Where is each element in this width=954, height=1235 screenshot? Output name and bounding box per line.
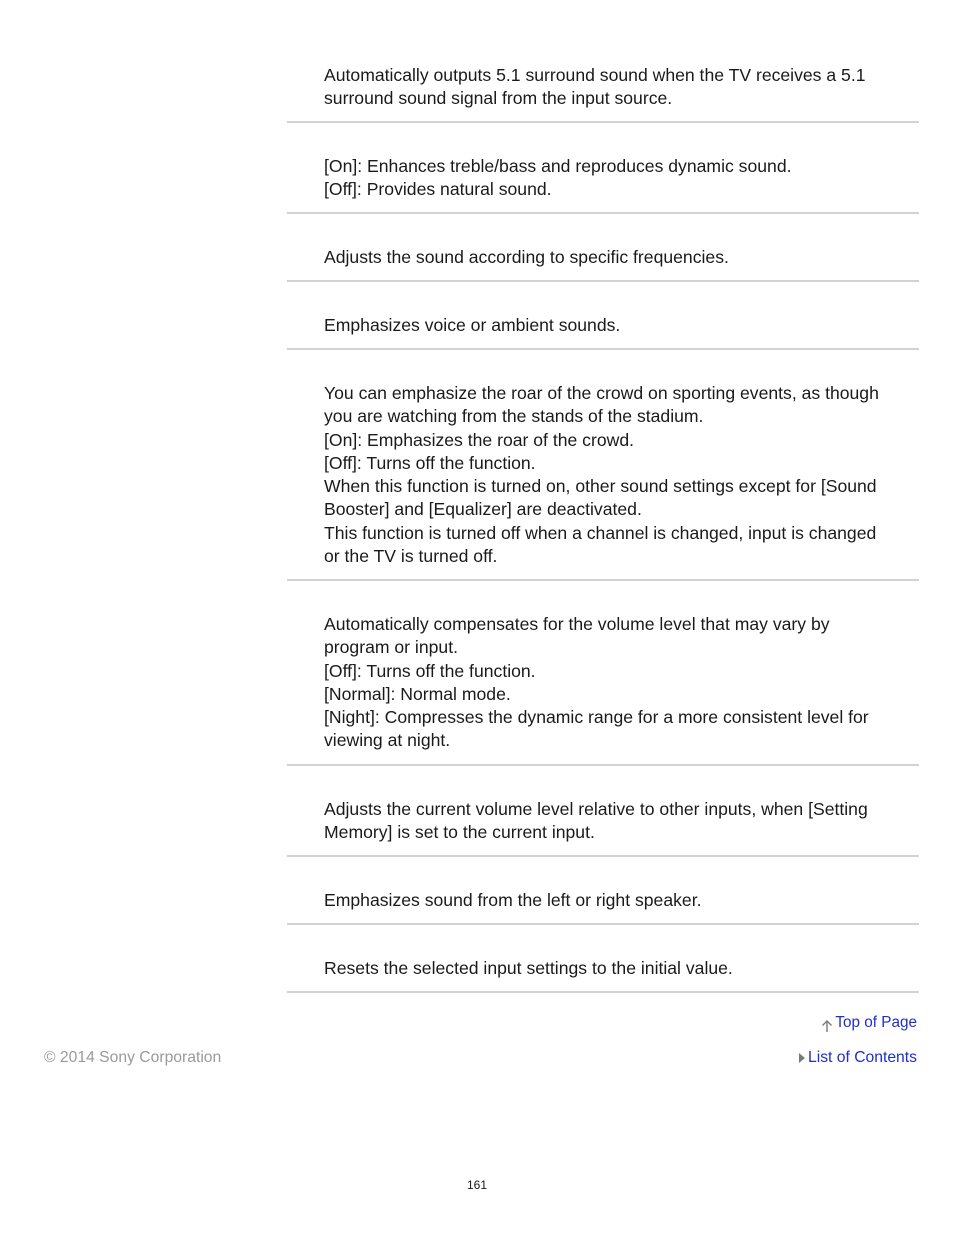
section-text-line: Resets the selected input settings to the initial value.: [324, 958, 733, 978]
section-text-line: you are watching from the stands of the stadium.: [324, 406, 704, 427]
section-text-line: Memory] is set to the current input.: [324, 822, 595, 843]
section-volume-offset: [324, 798, 918, 845]
section-text-line: This function is turned off when a channel is changed, input is changed: [324, 522, 877, 543]
list-of-contents-link[interactable]: [799, 1048, 917, 1068]
section-text-line: Booster] and [Equalizer] are deactivated.: [324, 499, 642, 520]
section-text-line: Emphasizes sound from the left or right speaker.: [324, 890, 702, 910]
section-text-line: program or input.: [324, 637, 458, 658]
section-text-line: Emphasizes voice or ambient sounds.: [324, 315, 621, 335]
section-text-line: [Off]: Turns off the function.: [324, 660, 536, 681]
section-divider: [287, 579, 919, 581]
section-text-line: [On]: Emphasizes the roar of the crowd.: [324, 429, 634, 450]
section-divider: [287, 923, 919, 925]
section-text-line: Automatically compensates for the volume level that may vary by: [324, 614, 830, 634]
triangle-right-icon: [799, 1053, 805, 1063]
section-football-mode: [324, 382, 918, 568]
section-text-line: [Night]: Compresses the dynamic range for a more consistent level for: [324, 707, 869, 728]
up-arrow-icon: [821, 1019, 833, 1033]
section-divider: [287, 212, 919, 214]
section-text-line: You can emphasize the roar of the crowd on sporting events, as though: [324, 383, 879, 403]
section-text-line: [Off]: Provides natural sound.: [324, 179, 552, 200]
section-text-line: Adjusts the current volume level relative to other inputs, when [Setting: [324, 799, 868, 819]
page-number: 161: [466, 1178, 488, 1192]
section-text-line: Automatically outputs 5.1 surround sound when the TV receives a 5.1: [324, 65, 866, 85]
section-divider: [287, 764, 919, 766]
copyright-text: © 2014 Sony Corporation: [44, 1049, 222, 1066]
section-text-line: [Off]: Turns off the function.: [324, 452, 536, 473]
section-text-line: [On]: Enhances treble/bass and reproduces dynamic sound.: [324, 156, 792, 176]
section-text-line: or the TV is turned off.: [324, 546, 498, 567]
section-divider: [287, 991, 919, 993]
section-divider: [287, 855, 919, 857]
section-divider: [287, 121, 919, 123]
section-text-line: surround sound signal from the input source.: [324, 88, 673, 109]
section-sound-booster: [324, 155, 918, 202]
section-reset: [324, 957, 918, 980]
top-of-page-label: Top of Page: [835, 1014, 917, 1031]
section-text-line: When this function is turned on, other sound settings except for [Sound: [324, 476, 877, 497]
section-balance: [324, 889, 918, 912]
section-voice-zoom: [324, 314, 918, 337]
section-divider: [287, 280, 919, 282]
section-text-line: [Normal]: Normal mode.: [324, 683, 511, 704]
section-auto-surround: [324, 64, 918, 111]
section-text-line: viewing at night.: [324, 730, 451, 751]
section-divider: [287, 348, 919, 350]
section-equalizer: [324, 246, 918, 269]
section-volume-leveler: [324, 613, 918, 753]
list-of-contents-label: List of Contents: [807, 1049, 917, 1066]
section-text-line: Adjusts the sound according to specific frequencies.: [324, 247, 729, 267]
top-of-page-link[interactable]: [821, 1013, 917, 1033]
